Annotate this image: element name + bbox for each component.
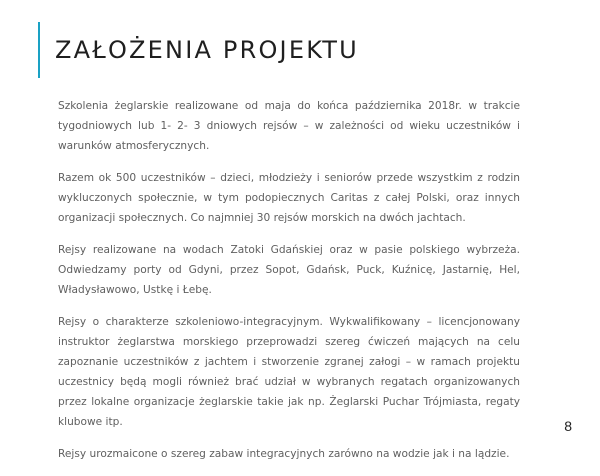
paragraph-ports: Rejsy realizowane na wodach Zatoki Gdańskiej oraz w pasie polskiego wybrzeża. Odwiedzamy porty od Gdyni, przez Sopot, Gdańsk, Puck, Kuźnicę, Jastarnię, Hel, Władysławowo, Ustkę i Łebę. <box>58 244 520 296</box>
slide-body <box>58 96 520 476</box>
paragraph-training-schedule: Szkolenia żeglarskie realizowane od maja do końca października 2018r. w trakcie tygodniowych lub 1- 2- 3 dniowych rejsów – w zależności od wieku uczestników i warunków atmosferycznych. <box>58 100 520 152</box>
page-number: 8 <box>564 418 572 434</box>
paragraph-cruise-character: Rejsy o charakterze szkoleniowo-integracyjnym. Wykwalifikowany – licencjonowany instruktor żeglarstwa morskiego przeprowadzi szereg ćwiczeń mających na celu zapoznanie uczestników z jachtem i stworzenie zgranej załogi – w ramach projektu uczestnicy będą mogli również brać udział w wybranych regatach organizowanych przez lokalne organizacje żeglarskie takie jak np. Żeglarski Puchar Trójmiasta, regaty klubowe itp. <box>58 316 520 428</box>
slide-title: ZAŁOŻENIA PROJEKTU <box>55 36 359 64</box>
paragraph-participants: Razem ok 500 uczestników – dzieci, młodzieży i seniorów przede wszystkim z rodzin wykluczonych społecznie, w tym podopiecznych Caritas z całej Polski, oraz innych organizacji społecznych. Co najmniej 30 rejsów morskich na dwóch jachtach. <box>58 172 520 224</box>
paragraph-integration-games: Rejsy urozmaicone o szereg zabaw integracyjnych zarówno na wodzie jak i na lądzie. <box>58 448 510 460</box>
title-accent-bar <box>38 22 40 78</box>
